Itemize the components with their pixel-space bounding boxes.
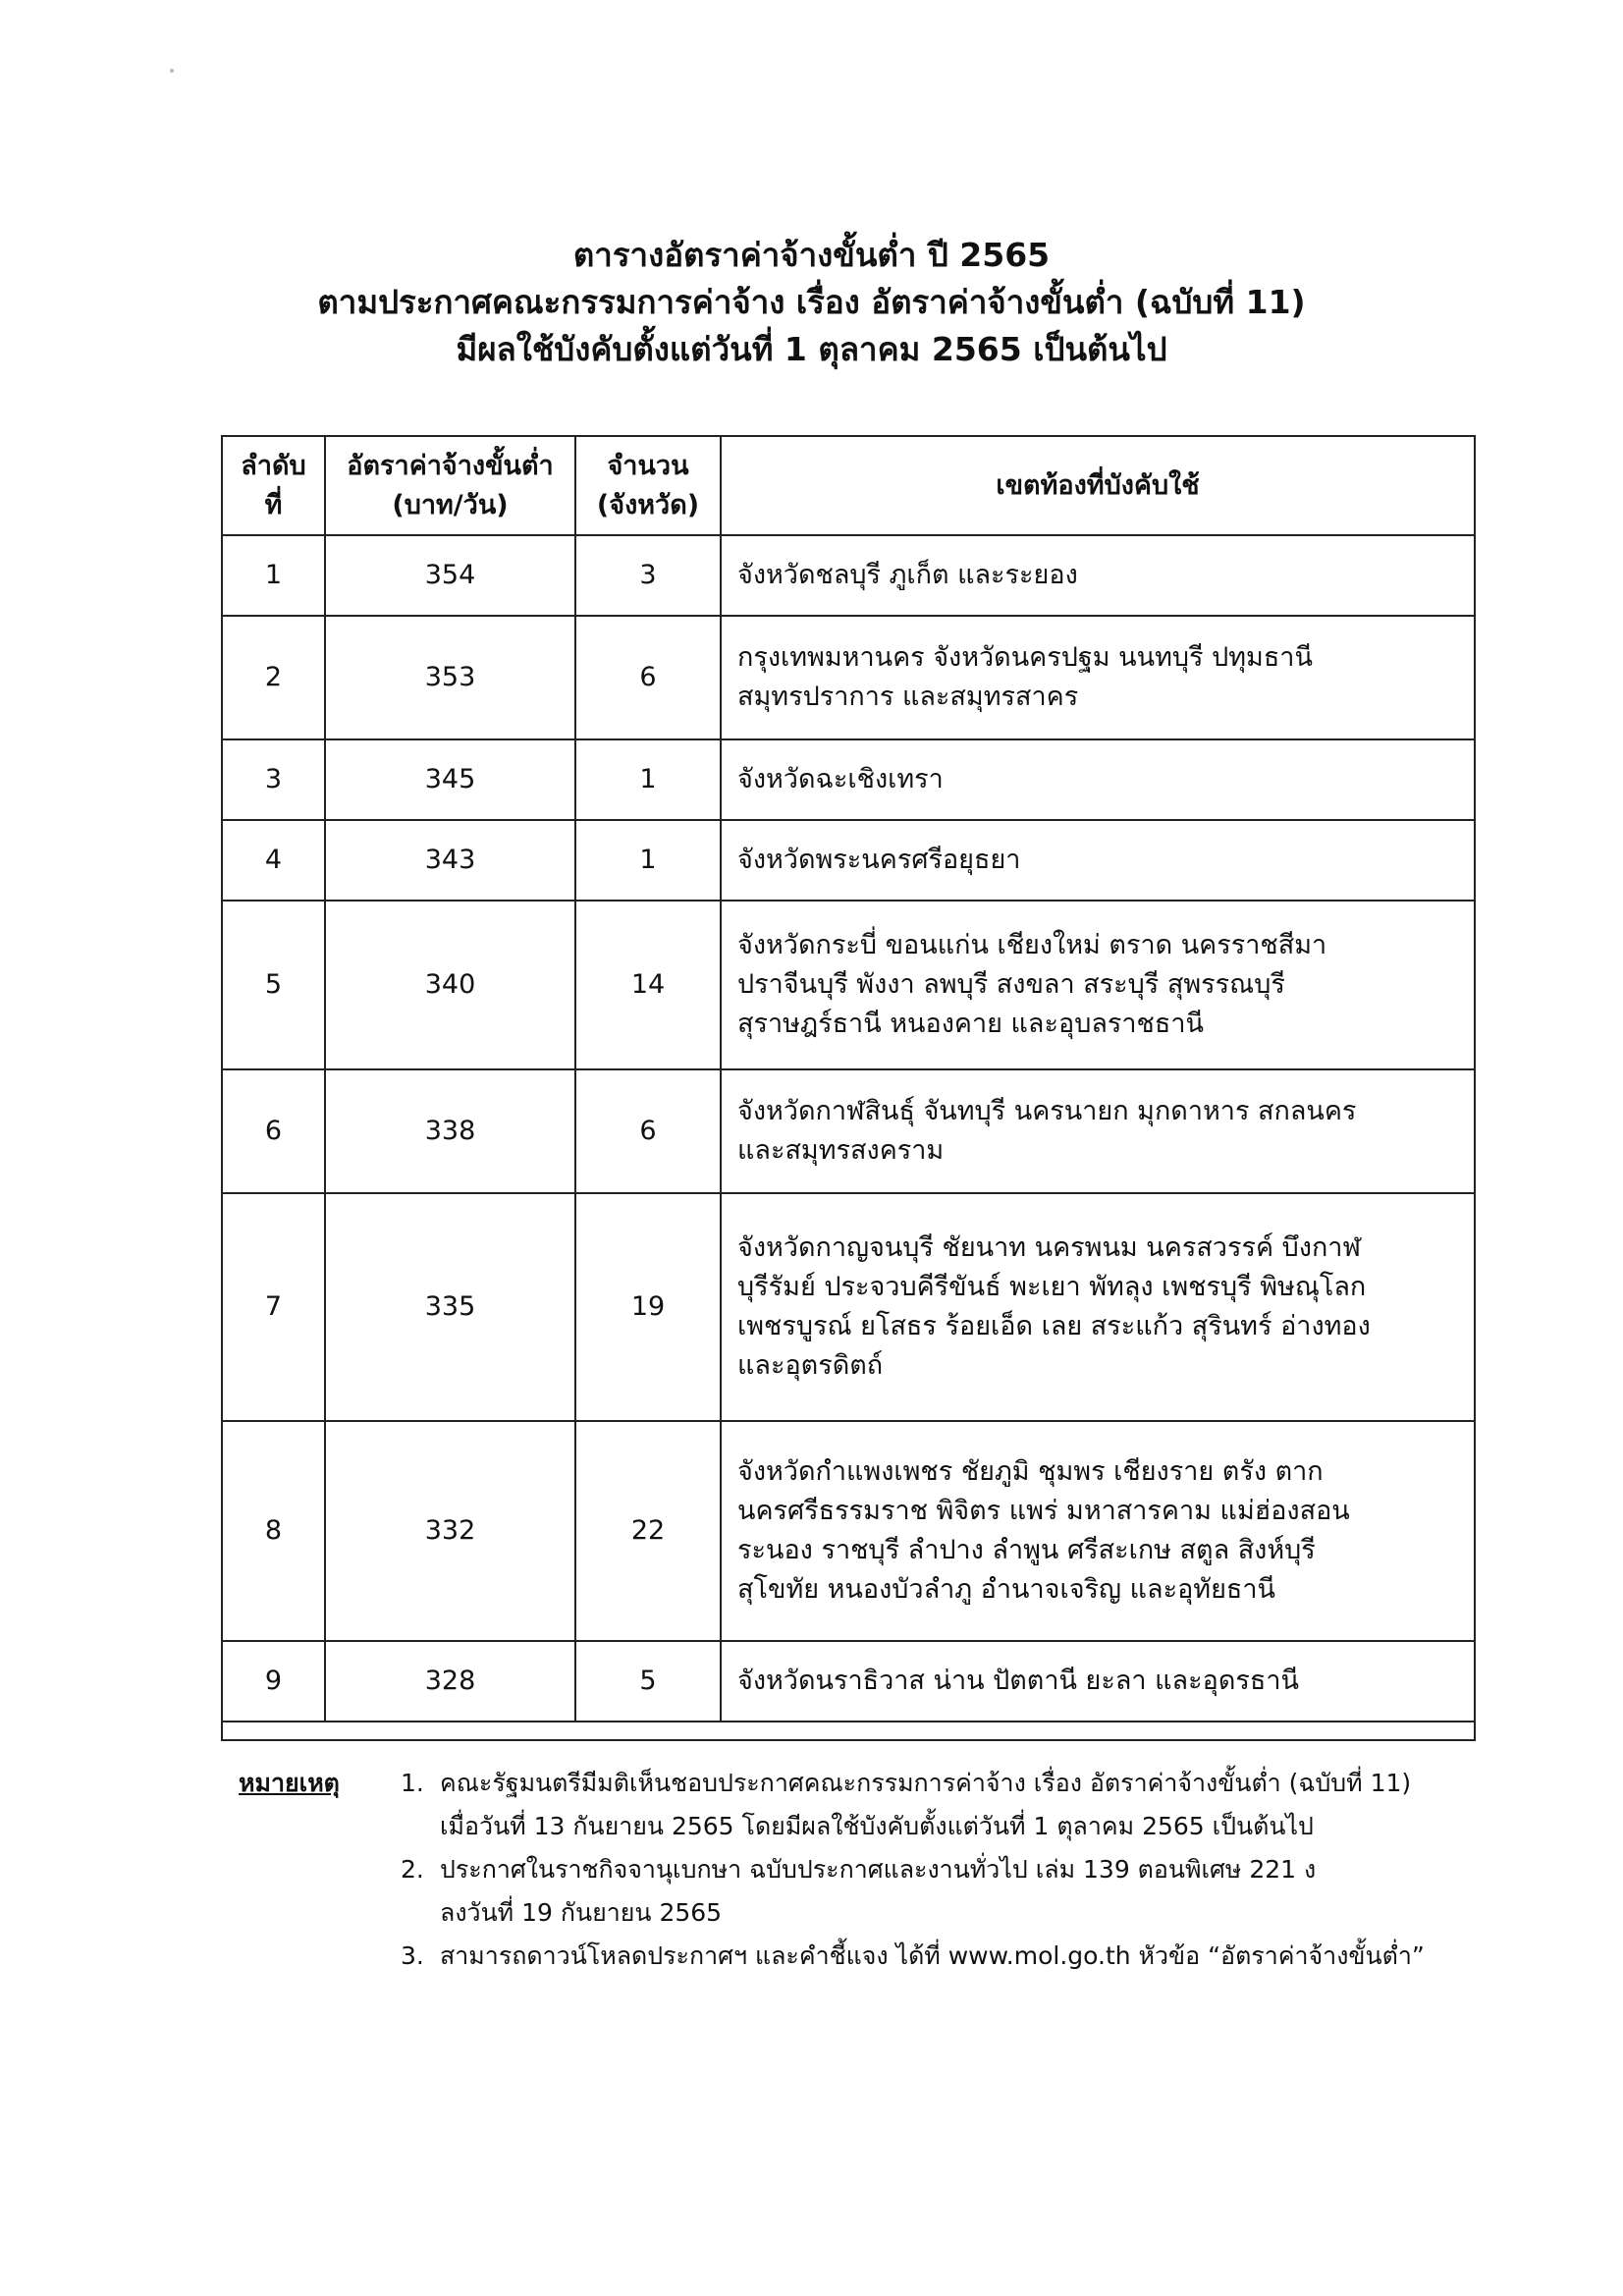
row-rate: 343 (325, 820, 575, 901)
row-count: 3 (575, 535, 721, 616)
row-rate: 338 (325, 1069, 575, 1193)
header-rate (325, 437, 575, 535)
note-number: 3. (401, 1941, 424, 1970)
header-order (223, 437, 325, 535)
note-item (401, 1762, 1466, 1848)
area-line: จังหวัดฉะเชิงเทรา (737, 764, 944, 794)
wage-table-frame (221, 435, 1476, 1970)
row-rate: 345 (325, 739, 575, 820)
header-rate-line1: อัตราค่าจ้างขั้นต่ำ (347, 450, 554, 481)
row-area (721, 1421, 1474, 1641)
note-line: คณะรัฐมนตรีมีมติเห็นชอบประกาศคณะกรรมการค่าจ้าง เรื่อง อัตราค่าจ้างขั้นต่ำ (ฉบับที่ 11) (440, 1769, 1412, 1797)
area-line: จังหวัดพระนครศรีอยุธยา (737, 845, 1021, 875)
table-row (223, 1069, 1474, 1193)
header-area: เขตท้องที่บังคับใช้ (721, 437, 1474, 535)
heading-announcement: ตามประกาศคณะกรรมการค่าจ้าง เรื่อง อัตราค่าจ้างขั้นต่ำ (ฉบับที่ 11) (317, 283, 1306, 321)
notes-section (239, 1762, 1466, 1978)
header-rate-line2: (บาท/วัน) (392, 489, 509, 520)
note-number: 1. (401, 1769, 424, 1797)
area-line: นครศรีธรรมราช พิจิตร แพร่ มหาสารคาม แม่ฮ่องสอน (737, 1496, 1350, 1526)
area-line: จังหวัดกำแพงเพชร ชัยภูมิ ชุมพร เชียงราย ตรัง ตาก (737, 1456, 1324, 1487)
row-order: 2 (223, 616, 325, 739)
row-count: 1 (575, 820, 721, 901)
table-row (223, 1641, 1474, 1722)
row-area (721, 1641, 1474, 1722)
row-rate: 328 (325, 1641, 575, 1722)
minimum-wage-table (223, 437, 1474, 1722)
row-order: 8 (223, 1421, 325, 1641)
row-order: 3 (223, 739, 325, 820)
notes-title: หมายเหตุ (239, 1769, 340, 1797)
note-line: เมื่อวันที่ 13 กันยายน 2565 โดยมีผลใช้บังคับตั้งแต่วันที่ 1 ตุลาคม 2565 เป็นต้นไป (440, 1812, 1314, 1840)
note-item (401, 1848, 1466, 1935)
area-line: สมุทรปราการ และสมุทรสาคร (737, 682, 1079, 712)
row-area (721, 739, 1474, 820)
row-order: 6 (223, 1069, 325, 1193)
header-order-line1: ลำดับ (241, 450, 306, 481)
row-count: 5 (575, 1641, 721, 1722)
area-line: ปราจีนบุรี พังงา ลพบุรี สงขลา สระบุรี สุพรรณบุรี (737, 969, 1285, 1000)
header-count-line2: (จังหวัด) (596, 489, 700, 520)
table-row (223, 535, 1474, 616)
row-count: 6 (575, 616, 721, 739)
row-order: 7 (223, 1193, 325, 1421)
note-line: สามารถดาวน์โหลดประกาศฯ และคำชี้แจง ได้ที่ www.mol.go.th หัวข้อ “อัตราค่าจ้างขั้นต่ำ” (440, 1941, 1425, 1970)
row-area (721, 616, 1474, 739)
row-count: 22 (575, 1421, 721, 1641)
row-count: 1 (575, 739, 721, 820)
header-order-line2: ที่ (264, 489, 283, 520)
row-rate: 353 (325, 616, 575, 739)
table-row (223, 1421, 1474, 1641)
note-item (401, 1935, 1466, 1978)
area-line: จังหวัดกาญจนบุรี ชัยนาท นครพนม นครสวรรค์ บึงกาฬ (737, 1232, 1361, 1263)
header-count (575, 437, 721, 535)
area-line: จังหวัดกระบี่ ขอนแก่น เชียงใหม่ ตราด นครราชสีมา (737, 930, 1327, 960)
area-line: บุรีรัมย์ ประจวบคีรีขันธ์ พะเยา พัทลุง เพชรบุรี พิษณุโลก (737, 1272, 1367, 1302)
header-count-line1: จำนวน (607, 450, 689, 481)
area-line: สุโขทัย หนองบัวลำภู อำนาจเจริญ และอุทัยธานี (737, 1574, 1276, 1605)
area-line: จังหวัดกาฬสินธุ์ จันทบุรี นครนายก มุกดาหาร สกลนคร (737, 1096, 1357, 1126)
row-order: 4 (223, 820, 325, 901)
table-row (223, 901, 1474, 1069)
area-line: และอุตรดิตถ์ (737, 1350, 884, 1381)
area-line: สุราษฎร์ธานี หนองคาย และอุบลราชธานี (737, 1009, 1204, 1039)
row-area (721, 535, 1474, 616)
heading-title: ตารางอัตราค่าจ้างขั้นต่ำ ปี 2565 (572, 236, 1051, 274)
row-area (721, 1193, 1474, 1421)
table-row (223, 820, 1474, 901)
area-line: จังหวัดชลบุรี ภูเก็ต และระยอง (737, 560, 1078, 590)
row-area (721, 820, 1474, 901)
row-rate: 340 (325, 901, 575, 1069)
row-order: 5 (223, 901, 325, 1069)
table-row (223, 616, 1474, 739)
row-order: 9 (223, 1641, 325, 1722)
table-row (223, 1193, 1474, 1421)
row-area (721, 901, 1474, 1069)
row-count: 6 (575, 1069, 721, 1193)
document-heading (0, 232, 1623, 373)
table-row (223, 739, 1474, 820)
row-area (721, 1069, 1474, 1193)
row-order: 1 (223, 535, 325, 616)
row-count: 19 (575, 1193, 721, 1421)
row-rate: 354 (325, 535, 575, 616)
table-header-row (223, 437, 1474, 535)
row-rate: 332 (325, 1421, 575, 1641)
note-line: ประกาศในราชกิจจานุเบกษา ฉบับประกาศและงานทั่วไป เล่ม 139 ตอนพิเศษ 221 ง (440, 1855, 1317, 1884)
area-line: และสมุทรสงคราม (737, 1135, 945, 1166)
area-line: ระนอง ราชบุรี ลำปาง ลำพูน ศรีสะเกษ สตูล สิงห์บุรี (737, 1535, 1316, 1565)
row-rate: 335 (325, 1193, 575, 1421)
area-line: เพชรบูรณ์ ยโสธร ร้อยเอ็ด เลย สระแก้ว สุรินทร์ อ่างทอง (737, 1311, 1371, 1341)
note-line: ลงวันที่ 19 กันยายน 2565 (440, 1898, 723, 1927)
heading-effective-date: มีผลใช้บังคับตั้งแต่วันที่ 1 ตุลาคม 2565 เป็นต้นไป (456, 330, 1167, 368)
area-line: จังหวัดนราธิวาส น่าน ปัตตานี ยะลา และอุดรธานี (737, 1666, 1299, 1696)
area-line: กรุงเทพมหานคร จังหวัดนครปฐม นนทบุรี ปทุมธานี (737, 642, 1313, 673)
note-number: 2. (401, 1855, 424, 1884)
scan-speck (170, 69, 174, 73)
row-count: 14 (575, 901, 721, 1069)
